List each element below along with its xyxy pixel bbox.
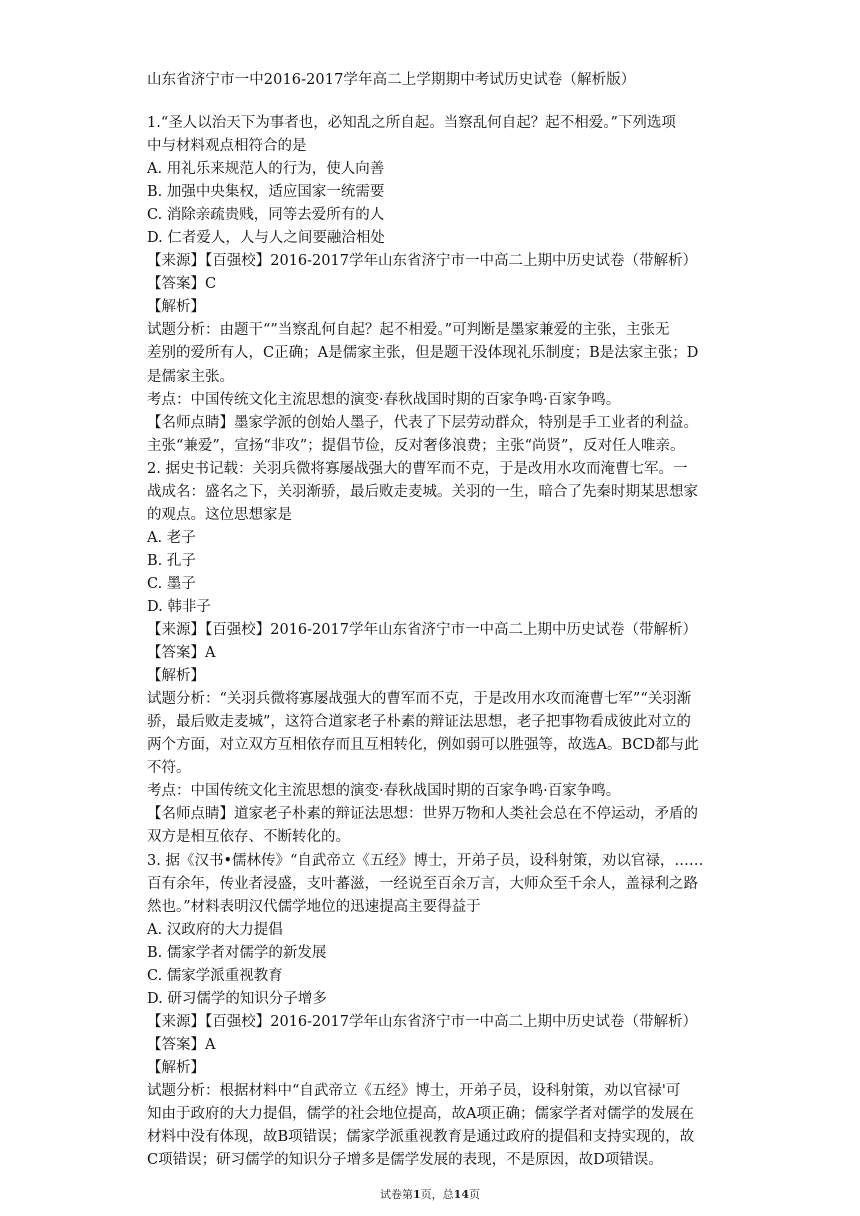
- text-line: 不符。: [147, 760, 191, 777]
- text-line: 2. 据史书记载：关羽兵微将寡屡战强大的曹军而不克，于是改用水攻而淹曹七军。一: [147, 460, 688, 477]
- text-line: 【解析】: [147, 668, 205, 685]
- text-line: C. 消除亲疏贵贱，同等去爱所有的人: [147, 207, 385, 224]
- text-line: 考点：中国传统文化主流思想的演变·春秋战国时期的百家争鸣·百家争鸣。: [147, 391, 621, 408]
- text-line: A. 老子: [147, 529, 196, 546]
- text-line: B. 加强中央集权，适应国家一统需要: [147, 184, 385, 201]
- text-line: 百有余年，传业者浸盛，支叶蕃滋，一经说至百余万言，大师众至千余人，盖禄利之路: [147, 875, 698, 892]
- question-content: [147, 112, 715, 1172]
- text-line: 3. 据《汉书•儒林传》“自武帝立《五经》博士，开弟子员，设科射策，劝以官禄，……: [147, 852, 704, 869]
- text-line: 【答案】A: [147, 645, 216, 662]
- text-line: D. 韩非子: [147, 598, 211, 615]
- text-line: 考点：中国传统文化主流思想的演变·春秋战国时期的百家争鸣·百家争鸣。: [147, 783, 621, 800]
- text-line: 材料中没有体现，故B项错误；儒家学派重视教育是通过政府的提倡和支持实现的，故: [147, 1129, 695, 1146]
- text-line: 【答案】C: [147, 276, 217, 293]
- text-line: 主张“兼爱”，宣扬“非攻”；提倡节俭，反对奢侈浪费；主张“尚贤”，反对任人唯亲。: [147, 437, 685, 454]
- text-line: C. 墨子: [147, 575, 196, 592]
- text-line: C项错误；研习儒学的知识分子增多是儒学发展的表现，不是原因，故D项错误。: [147, 1152, 663, 1169]
- text-line: 1.“圣人以治天下为事者也，必知乱之所自起。当察乱何自起？起不相爱。”下列选项: [147, 115, 676, 131]
- text-line: 战成名：盛名之下，关羽渐骄，最后败走麦城。关羽的一生，暗合了先秦时期某思想家: [147, 483, 698, 500]
- page-footer: [0, 1186, 860, 1202]
- text-line: 【答案】A: [147, 1036, 216, 1053]
- text-line: D. 研习儒学的知识分子增多: [147, 990, 327, 1007]
- footer-suffix: 页: [468, 1188, 480, 1201]
- text-line: A. 汉政府的大力提倡: [147, 921, 283, 938]
- footer-prefix: 试卷第: [380, 1188, 414, 1201]
- text-line: B. 孔子: [147, 552, 196, 569]
- text-line: C. 儒家学派重视教育: [147, 967, 283, 984]
- text-line: 是儒家主张。: [147, 368, 234, 385]
- text-line: 双方是相互依存、不断转化的。: [147, 829, 350, 846]
- text-line: 知由于政府的大力提倡，儒学的社会地位提高，故A项正确；儒家学者对儒学的发展在: [147, 1106, 694, 1123]
- text-line: B. 儒家学者对儒学的新发展: [147, 944, 327, 961]
- text-line: 【来源】【百强校】2016-2017学年山东省济宁市一中高二上期中历史试卷（带解析）: [147, 622, 697, 639]
- text-line: 试题分析：根据材料中“自武帝立《五经》博士，开弟子员，设科射策，劝以官禄'可: [147, 1082, 681, 1099]
- text-line: 然也。”材料表明汉代儒学地位的迅速提高主要得益于: [147, 898, 481, 915]
- text-line: D. 仁者爱人，人与人之间要融洽相处: [147, 230, 385, 247]
- text-line: 的观点。这位思想家是: [147, 506, 292, 523]
- text-line: 骄，最后败走麦城”，这符合道家老子朴素的辩证法思想，老子把事物看成彼此对立的: [147, 714, 691, 731]
- text-line: 【来源】【百强校】2016-2017学年山东省济宁市一中高二上期中历史试卷（带解析）: [147, 1013, 697, 1030]
- text-line: 试题分析：由题干“”当察乱何自起？起不相爱。”可判断是墨家兼爱的主张，主张无: [147, 322, 670, 339]
- document-title: 山东省济宁市一中2016-2017学年高二上学期期中考试历史试卷（解析版）: [147, 72, 636, 88]
- text-line: 差别的爱所有人，C正确；A是儒家主张，但是题干没体现礼乐制度；B是法家主张；D: [147, 345, 699, 362]
- footer-middle: 页，总: [420, 1188, 454, 1201]
- text-line: 【名师点睛】道家老子朴素的辩证法思想：世界万物和人类社会总在不停运动，矛盾的: [147, 806, 698, 823]
- text-line: 中与材料观点相符合的是: [147, 138, 307, 155]
- text-line: 【来源】【百强校】2016-2017学年山东省济宁市一中高二上期中历史试卷（带解析）: [147, 253, 697, 270]
- text-line: 试题分析：“关羽兵微将寡屡战强大的曹军而不克，于是改用水攻而淹曹七军”“关羽渐: [147, 691, 692, 708]
- text-line: 【解析】: [147, 1059, 205, 1076]
- footer-total-pages: 14: [453, 1188, 469, 1201]
- text-line: 两个方面，对立双方互相依存而且互相转化，例如弱可以胜强等，故选A。BCD都与此: [147, 737, 699, 754]
- text-line: A. 用礼乐来规范人的行为，使人向善: [147, 161, 385, 178]
- footer-page-number: 1: [413, 1188, 421, 1201]
- text-line: 【名师点睛】墨家学派的创始人墨子，代表了下层劳动群众，特别是手工业者的利益。: [147, 414, 698, 431]
- text-line: 【解析】: [147, 299, 205, 316]
